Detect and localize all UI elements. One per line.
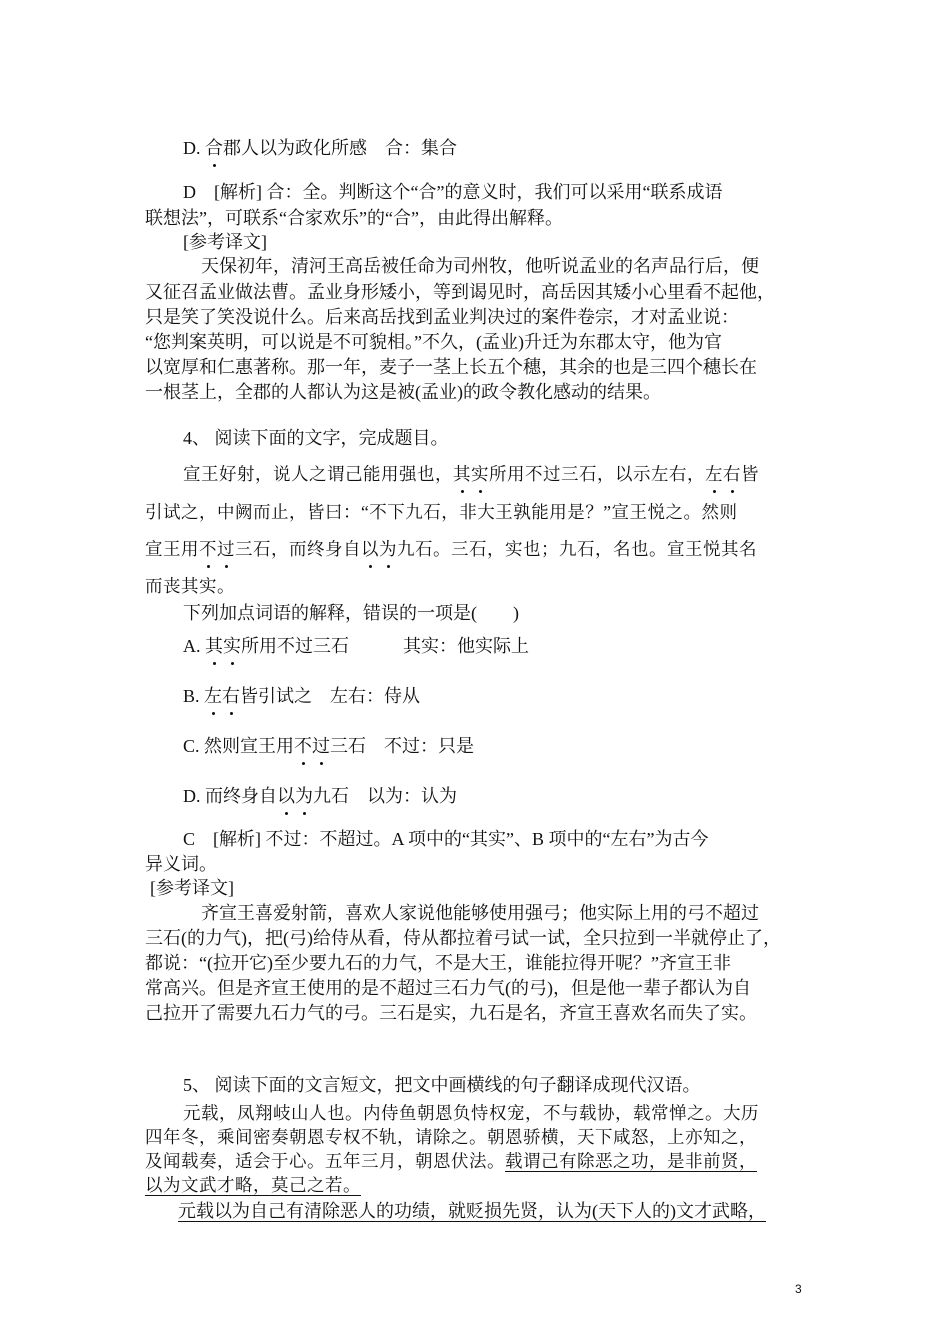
passage-line <box>0 462 950 486</box>
option-d <box>0 784 950 808</box>
translation-line: 齐宣王喜爱射箭，喜欢人家说他能够使用强弓；他实际上用的弓不超过 <box>201 903 759 923</box>
dotted-char: 为 <box>295 786 313 806</box>
dotted-char: 以 <box>361 539 379 559</box>
option-text: 而终身自 <box>205 786 277 806</box>
passage-text: 皆 <box>741 464 759 484</box>
analysis-line: 异义词。 <box>145 854 217 874</box>
passage-text: 所用不过三石，以示左右， <box>489 464 705 484</box>
dotted-char: 实 <box>223 636 241 656</box>
option-prefix: C. <box>183 736 205 756</box>
question-heading: 5、 阅读下面的文言短文，把文中画横线的句子翻译成现代汉语。 <box>183 1075 701 1095</box>
question-heading: 4、 阅读下面的文字，完成题目。 <box>183 428 449 448</box>
passage-line <box>0 1173 950 1197</box>
dotted-char: 左 <box>705 464 723 484</box>
dotted-char: 以 <box>277 786 295 806</box>
option-prefix: B. <box>183 686 205 706</box>
translation-line: 己拉开了需要九石力气的弓。三石是实，九石是名，齐宣王喜欢名而失了实。 <box>145 1003 757 1023</box>
analysis-line: C [解析] 不过：不超过。A 项中的“其实”、B 项中的“左右”为古今 <box>183 829 709 849</box>
option-text: 皆引试之 左右：侍从 <box>240 686 421 706</box>
dotted-char: 为 <box>379 539 397 559</box>
translation-line: 都说：“(拉开它)至少要九石的力气，不是大王，谁能拉得开呢？”齐宣王非 <box>145 953 731 973</box>
passage-text: 宣王用 <box>145 539 199 559</box>
ref-heading: [参考译文] <box>183 232 267 252</box>
dotted-char: 过 <box>217 539 235 559</box>
dotted-char: 其 <box>453 464 471 484</box>
answer-line <box>0 1199 950 1223</box>
passage-text: 三石，而终身自 <box>235 539 361 559</box>
option-d <box>0 136 950 160</box>
dotted-char: 右 <box>723 464 741 484</box>
analysis-line: 联想法”，可联系“合家欢乐”的“合”，由此得出解释。 <box>145 208 563 228</box>
option-prefix: D. <box>183 138 205 158</box>
question-prompt: 下列加点词语的解释，错误的一项是( ) <box>183 603 519 623</box>
option-text: 三石 不过：只是 <box>330 736 475 756</box>
translation-line: 又征召孟业做法曹。孟业身形矮小，等到谒见时，高岳因其矮小心里看不起他， <box>145 282 775 302</box>
dotted-char: 不 <box>294 736 313 756</box>
translation-line: 天保初年，清河王高岳被任命为司州牧，他听说孟业的名声品行后，便 <box>201 256 759 276</box>
option-b <box>0 684 950 708</box>
option-prefix: A. <box>183 636 205 656</box>
translation-line: 常高兴。但是齐宣王使用的是不超过三石力气(的弓)，但是他一辈子都认为自 <box>145 978 751 998</box>
dotted-char: 合 <box>205 138 223 158</box>
passage-line <box>0 537 950 561</box>
ref-heading: [参考译文] <box>150 878 234 898</box>
passage-text: 及闻载奏，适会于心。五年三月，朝恩伏法。 <box>145 1151 505 1171</box>
dotted-char: 右 <box>222 686 241 706</box>
dotted-char: 过 <box>312 736 331 756</box>
underlined-sentence: 以为文武才略，莫己之若。 <box>145 1175 361 1195</box>
translation-line: 以宽厚和仁惠著称。那一年，麦子一茎上长五个穗，其余的也是三四个穗长在 <box>145 357 757 377</box>
option-text: 然则宣王用 <box>204 736 295 756</box>
option-text: 所用不过三石 其实：他实际上 <box>241 636 529 656</box>
dotted-char: 不 <box>199 539 217 559</box>
translation-line: 一根茎上，全郡的人都认为这是被(孟业)的政令教化感动的结果。 <box>145 382 661 402</box>
passage-line <box>0 1149 950 1173</box>
analysis-line: D [解析] 合：全。判断这个“合”的意义时，我们可以采用“联系成语 <box>183 182 723 202</box>
dotted-char: 其 <box>205 636 223 656</box>
translation-line: 三石(的力气)，把(弓)给侍从看，侍从都拉着弓试一试，全只拉到一半就停止了， <box>145 928 781 948</box>
passage-line: 元载，凤翔岐山人也。内侍鱼朝恩负恃权宠，不与载协，载常惮之。大历 <box>183 1103 759 1123</box>
dotted-char: 实 <box>471 464 489 484</box>
page-number: 3 <box>795 1282 802 1296</box>
option-a <box>0 634 950 658</box>
translation-line: 只是笑了笑没说什么。后来高岳找到孟业判决过的案件卷宗，才对孟业说： <box>145 307 739 327</box>
passage-line: 四年冬，乘间密奏朝恩专权不轨，请除之。朝恩骄横，天下咸怒，上亦知之， <box>145 1127 757 1147</box>
passage-text: 九石。三石，实也；九石，名也。宣王悦其名 <box>397 539 757 559</box>
passage-line: 引试之，中阙而止，皆曰：“不下九石，非大王孰能用是？”宣王悦之。然则 <box>145 502 738 522</box>
passage-line: 而丧其实。 <box>145 576 235 596</box>
dotted-char: 左 <box>204 686 223 706</box>
answer-text: 元载以为自己有清除恶人的功绩，就贬损先贤，认为(天下人的)文才武略， <box>178 1201 766 1221</box>
option-text: 九石 以为：认为 <box>313 786 457 806</box>
option-c <box>0 734 950 758</box>
translation-line: “您判案英明，可以说是不可貌相。”不久，(孟业)升迁为东郡太守，他为官 <box>145 332 722 352</box>
option-prefix: D. <box>183 786 205 806</box>
passage-text: 宣王好射，说人之谓己能用强也， <box>183 464 453 484</box>
underlined-sentence: 载谓己有除恶之功，是非前贤， <box>505 1151 757 1171</box>
option-text: 郡人以为政化所感 合：集合 <box>223 138 457 158</box>
